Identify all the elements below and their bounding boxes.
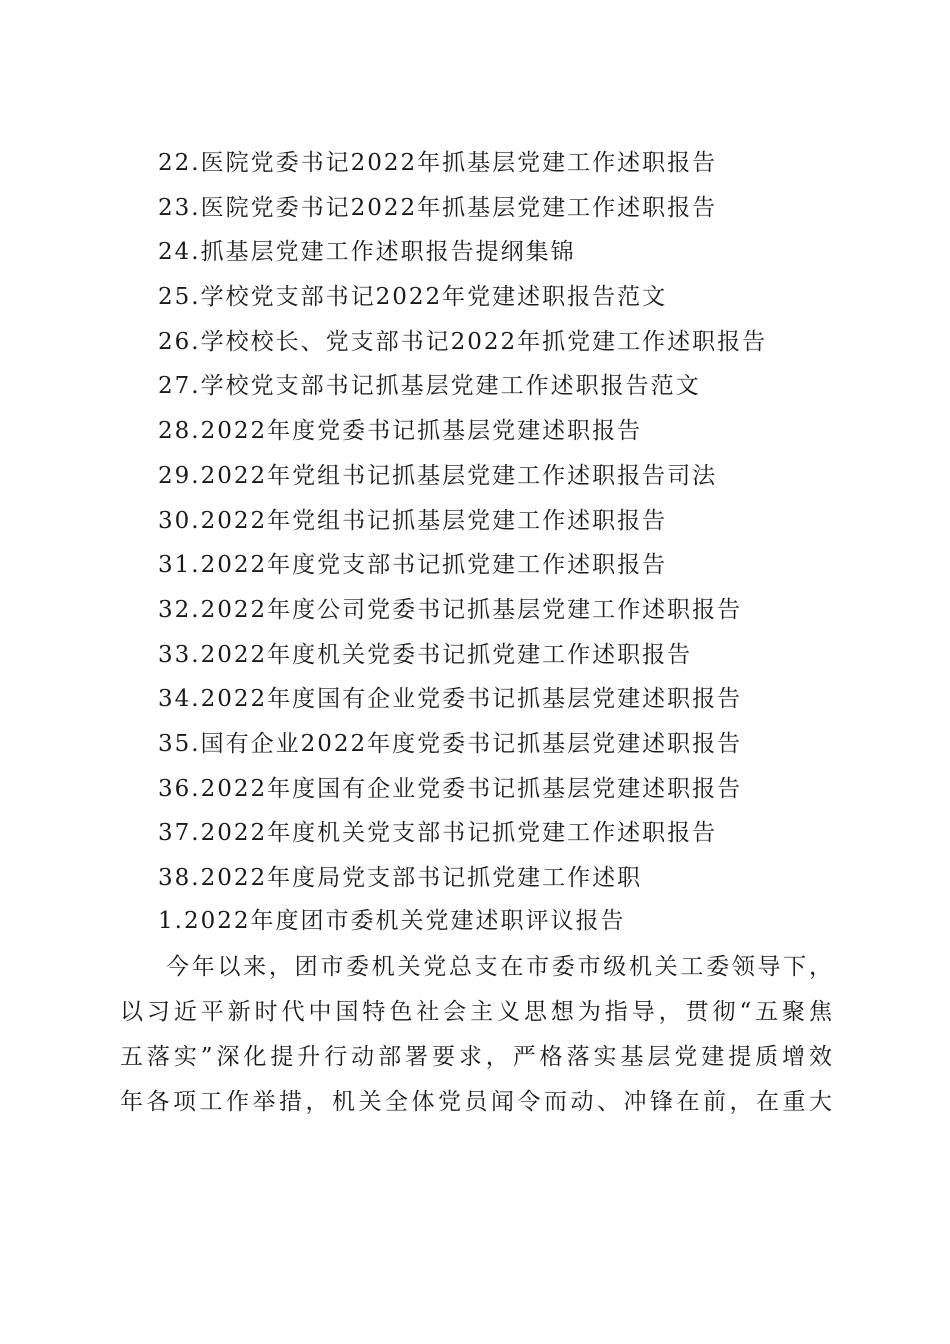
- paragraph-line: 以习近平新时代中国特色社会主义思想为指导，贯彻“五聚焦: [120, 999, 832, 1025]
- toc-item: 32.2022年度公司党委书记抓基层党建工作述职报告: [158, 596, 743, 623]
- section-heading: 1.2022年度团市委机关党建述职评议报告: [158, 908, 626, 934]
- toc-item: 26.学校校长、党支部书记2022年抓党建工作述职报告: [158, 328, 768, 355]
- toc-item: 22.医院党委书记2022年抓基层党建工作述职报告: [158, 150, 718, 176]
- toc-item: 36.2022年度国有企业党委书记抓基层党建述职报告: [158, 775, 743, 802]
- paragraph-line: 五落实”深化提升行动部署要求，严格落实基层党建提质增效: [120, 1044, 832, 1070]
- toc-item: 30.2022年党组书记抓基层党建工作述职报告: [158, 507, 668, 534]
- body-paragraph: [120, 945, 832, 1125]
- toc-item: 28.2022年度党委书记抓基层党建述职报告: [158, 418, 643, 445]
- table-of-contents: [158, 141, 858, 901]
- toc-item: 25.学校党支部书记2022年党建述职报告范文: [158, 284, 668, 311]
- toc-item: 38.2022年度局党支部书记抓党建工作述职: [158, 865, 643, 891]
- toc-item: 37.2022年度机关党支部书记抓党建工作述职报告: [158, 820, 718, 847]
- toc-item: 31.2022年度党支部书记抓党建工作述职报告: [158, 552, 668, 579]
- toc-item: 24.抓基层党建工作述职报告提纲集锦: [158, 239, 576, 266]
- toc-item: 27.学校党支部书记抓基层党建工作述职报告范文: [158, 373, 701, 400]
- toc-item: 35.国有企业2022年度党委书记抓基层党建述职报告: [158, 730, 743, 757]
- paragraph-line: 年各项工作举措，机关全体党员闻令而动、冲锋在前，在重大: [120, 1089, 832, 1115]
- paragraph-line: 今年以来，团市委机关党总支在市委市级机关工委领导下，: [166, 954, 832, 980]
- toc-item: 29.2022年党组书记抓基层党建工作述职报告司法: [158, 462, 718, 489]
- toc-item: 34.2022年度国有企业党委书记抓基层党建述职报告: [158, 686, 743, 713]
- toc-item: 33.2022年度机关党委书记抓党建工作述职报告: [158, 641, 693, 668]
- toc-item: 23.医院党委书记2022年抓基层党建工作述职报告: [158, 194, 718, 221]
